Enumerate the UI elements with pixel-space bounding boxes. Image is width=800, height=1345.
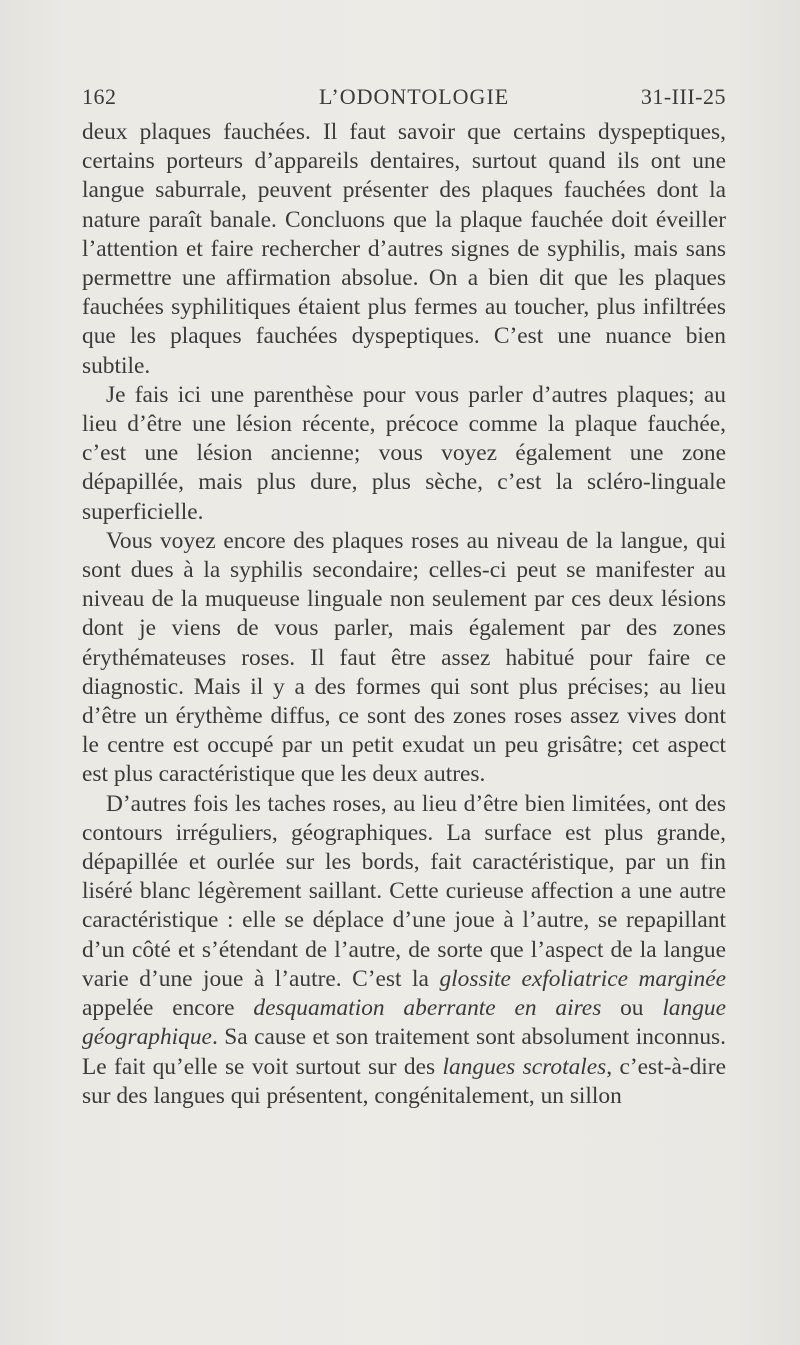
text-segment: , c’est-à-dire sur des langues qui présentent, congénitalement, un sillon	[82, 1053, 726, 1109]
italic-term: langues scrotales	[442, 1053, 607, 1080]
running-head	[82, 84, 726, 114]
italic-term: langue géographique	[82, 995, 726, 1051]
text-segment: . Sa cause et son traitement sont absolument inconnus. Le fait qu’elle se voit surtout sur des	[82, 1024, 726, 1080]
paragraph-3	[82, 527, 726, 790]
text-segment: Je fais ici une parenthèse pour vous parler d’autres plaques; au lieu d’être une lésion récente, précoce comme la plaque fauchée, c’est une lésion ancienne; vous voyez également une zone dépapillée, mais plus dure, plus sèche, c’est la scléro-linguale superficielle.	[82, 381, 726, 525]
italic-term: desquamation aberrante en aires	[253, 995, 602, 1022]
page-number: 162	[82, 84, 117, 109]
text-segment: appelée encore	[82, 995, 254, 1022]
text-segment: ou	[601, 995, 663, 1022]
issue-date: 31-III-25	[640, 84, 726, 109]
journal-title: L’ODONTOLOGIE	[319, 84, 510, 109]
text-segment: deux plaques fauchées. Il faut savoir que certains dyspeptiques, certains porteurs d’appareils dentaires, surtout quand ils ont une langue saburrale, peuvent présenter des plaques fauchées dont la nature paraît banale. Concluons que la plaque fauchée doit éveiller l’attention et faire rechercher d’autres signes de syphilis, mais sans permettre une affirmation absolue. On a bien dit que les plaques fauchées syphilitiques étaient plus fermes au toucher, plus infiltrées que les plaques fauchées dyspeptiques. C’est une nuance bien subtile.	[82, 119, 726, 379]
paragraph-1	[82, 118, 726, 381]
paragraph-2	[82, 381, 726, 527]
paragraph-4	[82, 790, 726, 1111]
body-text	[82, 118, 726, 1111]
text-segment: Vous voyez encore des plaques roses au niveau de la langue, qui sont dues à la syphilis secondaire; celles-ci peut se manifester au niveau de la muqueuse linguale non seulement par ces deux lésions dont je viens de vous parler, mais également par des zones érythémateuses roses. Il faut être assez habitué pour faire ce diagnostic. Mais il y a des formes qui sont plus précises; au lieu d’être un érythème diffus, ce sont des zones roses assez vives dont le centre est occupé par un petit exudat un peu grisâtre; cet aspect est plus caractéristique que les deux autres.	[82, 527, 726, 788]
text-segment: D’autres fois les taches roses, au lieu d’être bien limitées, ont des contours irréguliers, géographiques. La surface est plus grande, dépapillée et ourlée sur les bords, fait caractéristique, par un fin liséré blanc légèrement saillant. Cette curieuse affection a une autre caractéristique : elle se déplace d’une joue à l’autre, se repapillant d’un côté et s’étendant de l’autre, de sorte que l’aspect de la langue varie d’une joue à l’autre. C’est la	[82, 790, 726, 992]
italic-term: glossite exfoliatrice marginée	[439, 965, 726, 992]
